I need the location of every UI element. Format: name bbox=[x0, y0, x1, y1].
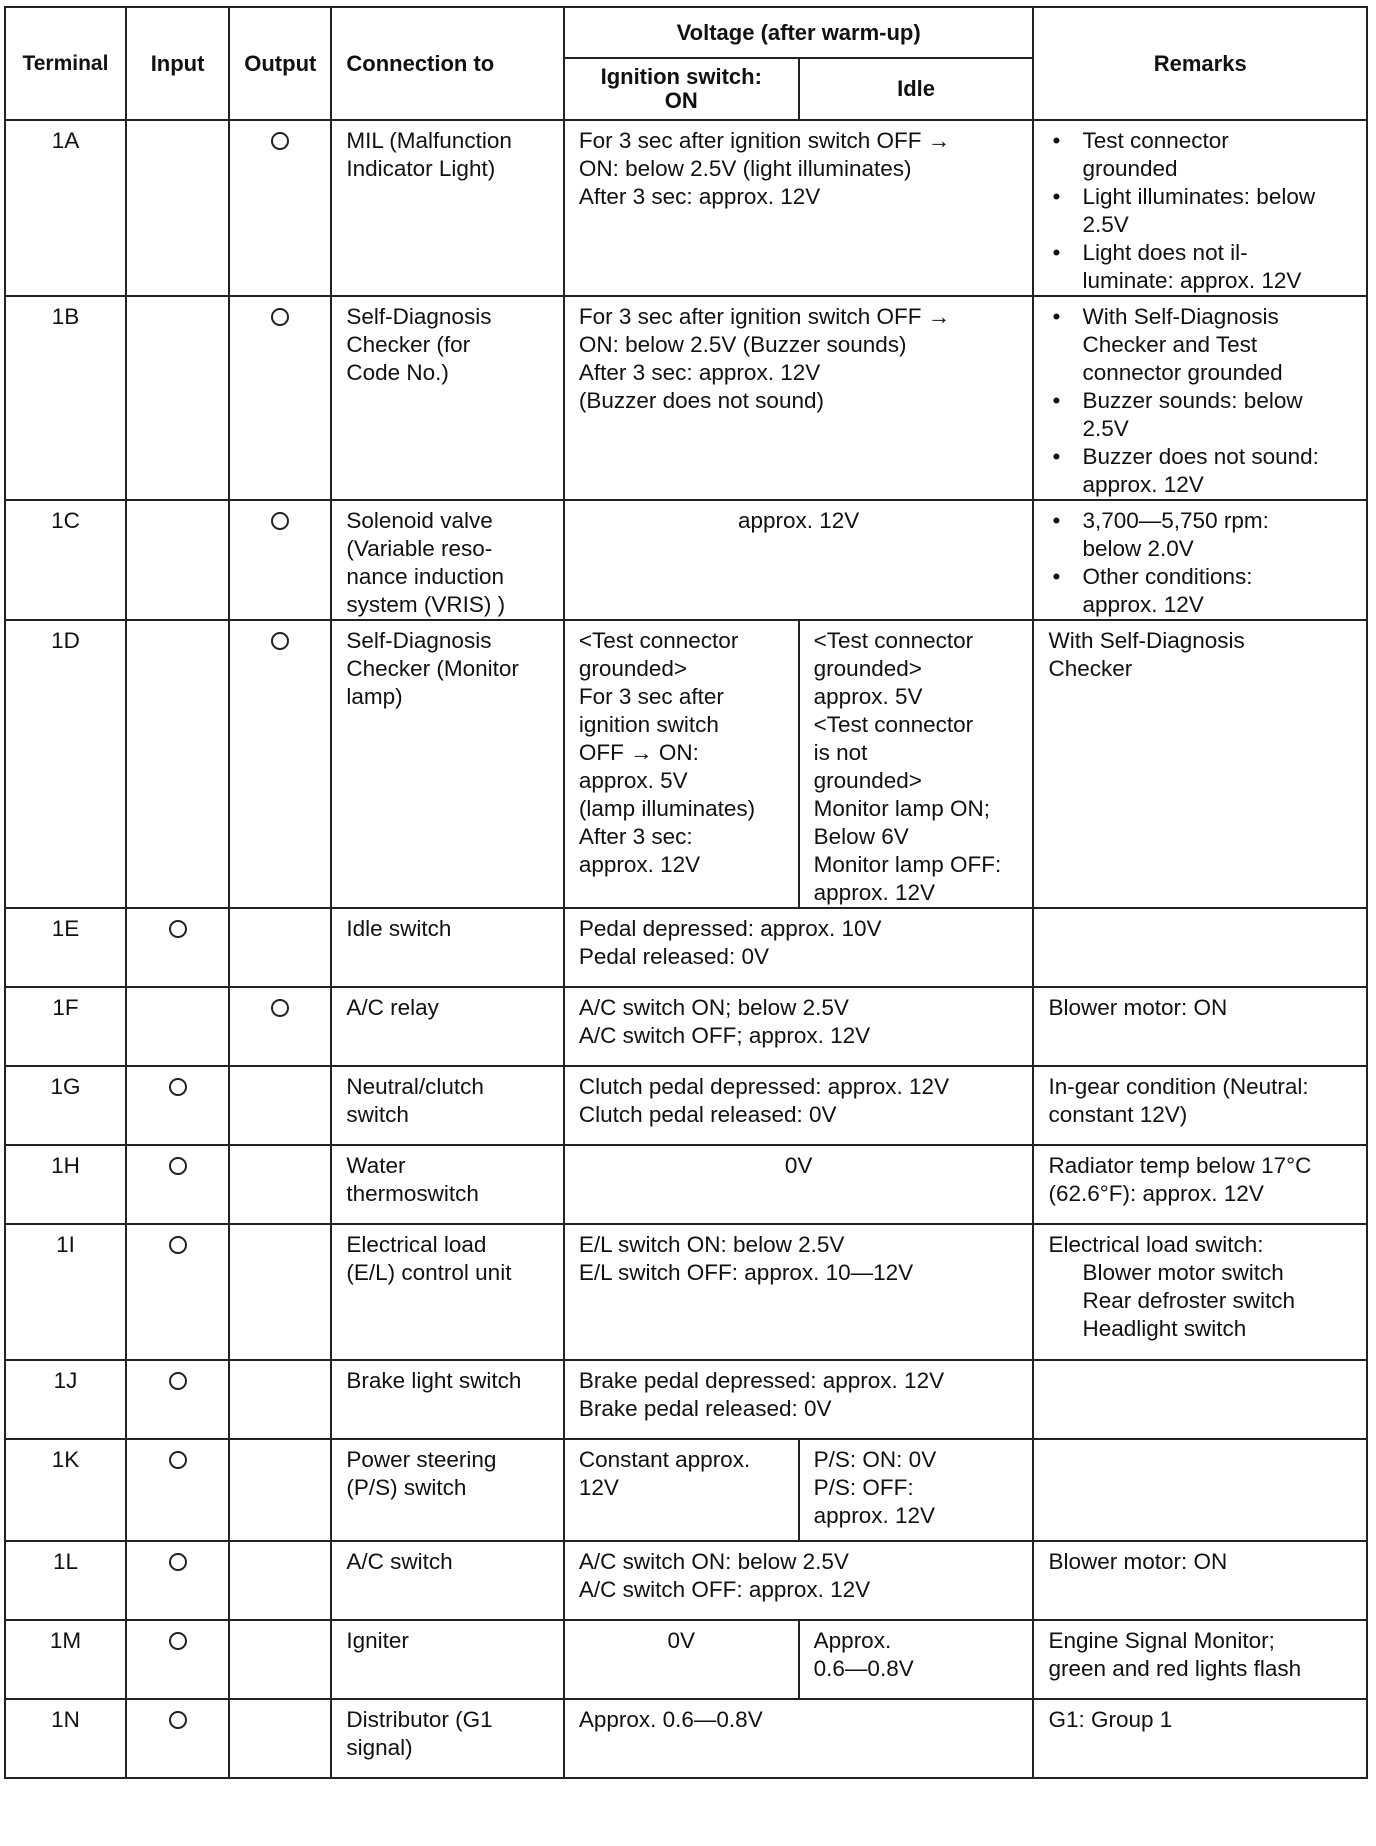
output-cell bbox=[229, 1620, 331, 1699]
output-cell bbox=[229, 1145, 331, 1224]
remark-item: • With Self-Diagnosis Checker and Test connector grounded bbox=[1082, 303, 1352, 387]
output-circle-icon bbox=[271, 999, 289, 1017]
input-circle-icon bbox=[169, 1553, 187, 1571]
terminal-cell: 1D bbox=[5, 620, 126, 908]
output-cell bbox=[229, 908, 331, 987]
remarks-cell: Electrical load switch: Blower motor switch Rear defroster switch Headlight switch bbox=[1033, 1224, 1367, 1360]
output-circle-icon bbox=[271, 132, 289, 150]
input-cell bbox=[126, 120, 229, 296]
table-row bbox=[5, 1439, 1367, 1541]
remarks-cell bbox=[1033, 908, 1367, 987]
table-row bbox=[5, 908, 1367, 987]
voltage-cell: For 3 sec after ignition switch OFF → ON: below 2.5V (light illuminates) After 3 sec: approx. 12V bbox=[564, 120, 1034, 296]
table-row bbox=[5, 296, 1367, 500]
connection-cell: Solenoid valve (Variable reso- nance induction system (VRIS) ) bbox=[331, 500, 563, 620]
remarks-cell: Radiator temp below 17°C (62.6°F): approx. 12V bbox=[1033, 1145, 1367, 1224]
output-cell bbox=[229, 987, 331, 1066]
idle-cell: <Test connector grounded> approx. 5V <Test connector is not grounded> Monitor lamp ON; Below 6V Monitor lamp OFF: approx. 12V bbox=[799, 620, 1034, 908]
table-row bbox=[5, 500, 1367, 620]
input-cell bbox=[126, 1145, 229, 1224]
voltage-cell: Brake pedal depressed: approx. 12V Brake pedal released: 0V bbox=[564, 1360, 1034, 1439]
remarks-cell: With Self-Diagnosis Checker bbox=[1033, 620, 1367, 908]
voltage-cell: Approx. 0.6—0.8V bbox=[564, 1699, 1034, 1778]
voltage-cell: Pedal depressed: approx. 10V Pedal released: 0V bbox=[564, 908, 1034, 987]
voltage-cell: For 3 sec after ignition switch OFF → ON: below 2.5V (Buzzer sounds) After 3 sec: approx. 12V (Buzzer does not sound) bbox=[564, 296, 1034, 500]
output-cell bbox=[229, 120, 331, 296]
input-circle-icon bbox=[169, 1157, 187, 1175]
ignition-cell: <Test connector grounded> For 3 sec after ignition switch OFF → ON: approx. 5V (lamp illuminates) After 3 sec: approx. 12V bbox=[564, 620, 799, 908]
header-connection: Connection to bbox=[331, 7, 563, 120]
input-circle-icon bbox=[169, 1711, 187, 1729]
connection-cell: Brake light switch bbox=[331, 1360, 563, 1439]
header-idle: Idle bbox=[799, 58, 1034, 120]
connection-cell: A/C relay bbox=[331, 987, 563, 1066]
table-row bbox=[5, 1620, 1367, 1699]
remarks-cell: Engine Signal Monitor; green and red lights flash bbox=[1033, 1620, 1367, 1699]
terminal-cell: 1I bbox=[5, 1224, 126, 1360]
terminal-cell: 1F bbox=[5, 987, 126, 1066]
terminal-cell: 1H bbox=[5, 1145, 126, 1224]
connection-cell: Distributor (G1 signal) bbox=[331, 1699, 563, 1778]
output-cell bbox=[229, 1541, 331, 1620]
connection-cell: A/C switch bbox=[331, 1541, 563, 1620]
output-cell bbox=[229, 1066, 331, 1145]
terminal-cell: 1K bbox=[5, 1439, 126, 1541]
output-cell bbox=[229, 1360, 331, 1439]
output-cell bbox=[229, 296, 331, 500]
input-cell bbox=[126, 1066, 229, 1145]
remarks-cell: Blower motor: ON bbox=[1033, 1541, 1367, 1620]
connection-cell: Self-Diagnosis Checker (Monitor lamp) bbox=[331, 620, 563, 908]
header-terminal: Terminal bbox=[5, 7, 126, 120]
output-cell bbox=[229, 620, 331, 908]
remarks-cell: G1: Group 1 bbox=[1033, 1699, 1367, 1778]
table-row bbox=[5, 987, 1367, 1066]
input-cell bbox=[126, 987, 229, 1066]
remark-item: • Light illuminates: below 2.5V bbox=[1082, 183, 1352, 239]
header-ignition: Ignition switch: ON bbox=[564, 58, 799, 120]
terminal-voltage-sheet bbox=[4, 6, 1368, 1779]
idle-cell: P/S: ON: 0V P/S: OFF: approx. 12V bbox=[799, 1439, 1034, 1541]
header-output: Output bbox=[229, 7, 331, 120]
table-row bbox=[5, 1541, 1367, 1620]
voltage-cell: E/L switch ON: below 2.5V E/L switch OFF: approx. 10—12V bbox=[564, 1224, 1034, 1360]
remark-item: • Light does not il- luminate: approx. 12V bbox=[1082, 239, 1352, 295]
idle-cell: Approx. 0.6—0.8V bbox=[799, 1620, 1034, 1699]
connection-cell: MIL (Malfunction Indicator Light) bbox=[331, 120, 563, 296]
remark-item: • 3,700—5,750 rpm: below 2.0V bbox=[1082, 507, 1352, 563]
header-voltage: Voltage (after warm-up) bbox=[564, 7, 1034, 58]
table-row bbox=[5, 1360, 1367, 1439]
voltage-cell: A/C switch ON; below 2.5V A/C switch OFF; approx. 12V bbox=[564, 987, 1034, 1066]
header-input: Input bbox=[126, 7, 229, 120]
header-remarks: Remarks bbox=[1033, 7, 1367, 120]
input-cell bbox=[126, 1224, 229, 1360]
remarks-cell bbox=[1033, 1439, 1367, 1541]
remarks-cell: In-gear condition (Neutral: constant 12V) bbox=[1033, 1066, 1367, 1145]
connection-cell: Water thermoswitch bbox=[331, 1145, 563, 1224]
input-cell bbox=[126, 1541, 229, 1620]
table-row bbox=[5, 1145, 1367, 1224]
input-cell bbox=[126, 1620, 229, 1699]
input-cell bbox=[126, 1360, 229, 1439]
voltage-cell: approx. 12V bbox=[564, 500, 1034, 620]
remarks-cell bbox=[1033, 500, 1367, 620]
output-circle-icon bbox=[271, 632, 289, 650]
input-cell bbox=[126, 1439, 229, 1541]
connection-cell: Neutral/clutch switch bbox=[331, 1066, 563, 1145]
remark-item: • Buzzer sounds: below 2.5V bbox=[1082, 387, 1352, 443]
output-cell bbox=[229, 1699, 331, 1778]
voltage-cell: 0V bbox=[564, 1145, 1034, 1224]
remark-item: • Other conditions: approx. 12V bbox=[1082, 563, 1352, 619]
output-cell bbox=[229, 500, 331, 620]
input-circle-icon bbox=[169, 1632, 187, 1650]
output-circle-icon bbox=[271, 512, 289, 530]
output-circle-icon bbox=[271, 308, 289, 326]
terminal-cell: 1N bbox=[5, 1699, 126, 1778]
terminal-cell: 1E bbox=[5, 908, 126, 987]
table-row bbox=[5, 620, 1367, 908]
input-circle-icon bbox=[169, 1236, 187, 1254]
remark-item: • Test connector grounded bbox=[1082, 127, 1352, 183]
output-cell bbox=[229, 1439, 331, 1541]
input-cell bbox=[126, 620, 229, 908]
connection-cell: Electrical load (E/L) control unit bbox=[331, 1224, 563, 1360]
terminal-cell: 1L bbox=[5, 1541, 126, 1620]
remarks-cell bbox=[1033, 120, 1367, 296]
table-row bbox=[5, 1224, 1367, 1360]
ignition-cell: Constant approx. 12V bbox=[564, 1439, 799, 1541]
table-row bbox=[5, 1699, 1367, 1778]
input-cell bbox=[126, 296, 229, 500]
input-circle-icon bbox=[169, 1078, 187, 1096]
terminal-table bbox=[4, 6, 1368, 1779]
input-circle-icon bbox=[169, 1372, 187, 1390]
remarks-cell: Blower motor: ON bbox=[1033, 987, 1367, 1066]
remark-item: • Buzzer does not sound: approx. 12V bbox=[1082, 443, 1352, 499]
input-cell bbox=[126, 908, 229, 987]
ignition-cell: 0V bbox=[564, 1620, 799, 1699]
table-header bbox=[5, 7, 1367, 120]
terminal-cell: 1B bbox=[5, 296, 126, 500]
connection-cell: Idle switch bbox=[331, 908, 563, 987]
terminal-cell: 1C bbox=[5, 500, 126, 620]
voltage-cell: A/C switch ON: below 2.5V A/C switch OFF: approx. 12V bbox=[564, 1541, 1034, 1620]
remarks-cell bbox=[1033, 296, 1367, 500]
terminal-cell: 1M bbox=[5, 1620, 126, 1699]
input-circle-icon bbox=[169, 1451, 187, 1469]
terminal-cell: 1J bbox=[5, 1360, 126, 1439]
input-cell bbox=[126, 1699, 229, 1778]
terminal-cell: 1G bbox=[5, 1066, 126, 1145]
table-row bbox=[5, 120, 1367, 296]
input-circle-icon bbox=[169, 920, 187, 938]
voltage-cell: Clutch pedal depressed: approx. 12V Clutch pedal released: 0V bbox=[564, 1066, 1034, 1145]
connection-cell: Igniter bbox=[331, 1620, 563, 1699]
connection-cell: Power steering (P/S) switch bbox=[331, 1439, 563, 1541]
table-row bbox=[5, 1066, 1367, 1145]
output-cell bbox=[229, 1224, 331, 1360]
remarks-cell bbox=[1033, 1360, 1367, 1439]
connection-cell: Self-Diagnosis Checker (for Code No.) bbox=[331, 296, 563, 500]
terminal-cell: 1A bbox=[5, 120, 126, 296]
input-cell bbox=[126, 500, 229, 620]
